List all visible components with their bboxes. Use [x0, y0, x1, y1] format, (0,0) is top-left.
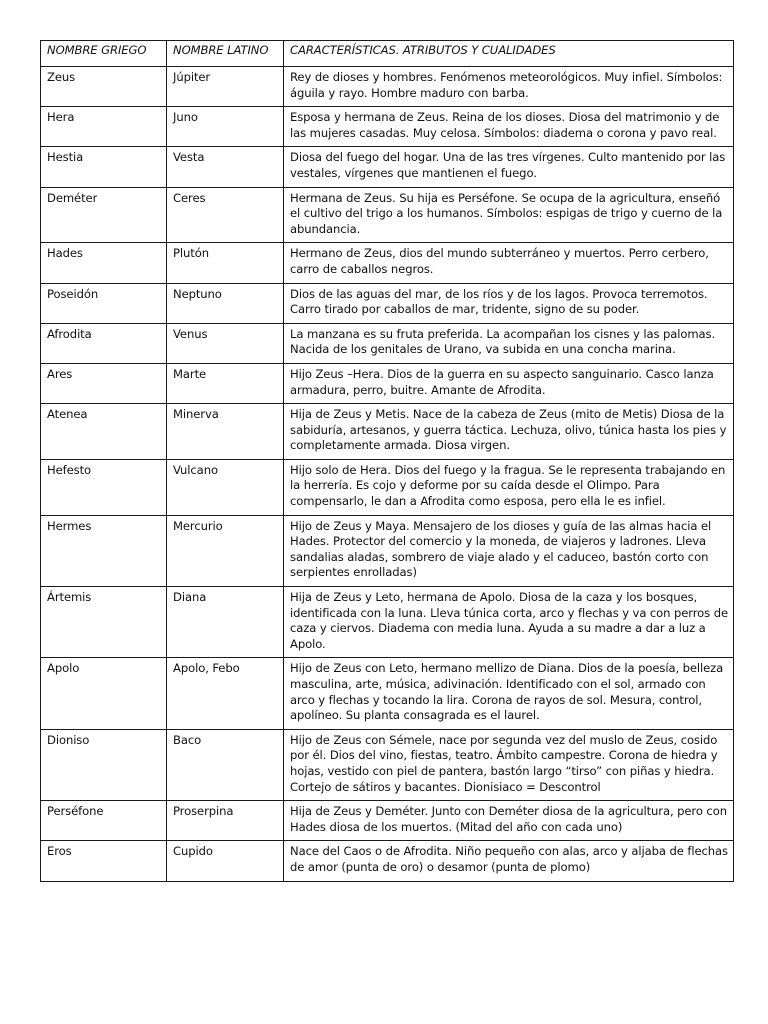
- table-row: [41, 587, 734, 658]
- characteristics-cell: Hermano de Zeus, dios del mundo subterráneo y muertos. Perro cerbero, carro de caballos negros.: [284, 243, 734, 283]
- characteristics-cell: Rey de dioses y hombres. Fenómenos meteorológicos. Muy infiel. Símbolos: águila y rayo. Hombre maduro con barba.: [284, 67, 734, 107]
- greek-name-cell: Hermes: [41, 515, 167, 586]
- latin-name-cell: Juno: [167, 107, 284, 147]
- characteristics-cell: Esposa y hermana de Zeus. Reina de los dioses. Diosa del matrimonio y de las mujeres casadas. Muy celosa. Símbolos: diadema o corona y pavo real.: [284, 107, 734, 147]
- characteristics-cell: Hijo Zeus –Hera. Dios de la guerra en su aspecto sanguinario. Casco lanza armadura, perro, buitre. Amante de Afrodita.: [284, 363, 734, 403]
- latin-name-cell: Cupido: [167, 841, 284, 881]
- latin-name-cell: Minerva: [167, 404, 284, 460]
- latin-name-cell: Ceres: [167, 187, 284, 243]
- gods-table: [40, 40, 734, 882]
- latin-name-cell: Neptuno: [167, 283, 284, 323]
- table-row: [41, 283, 734, 323]
- greek-name-cell: Perséfone: [41, 801, 167, 841]
- latin-name-cell: Apolo, Febo: [167, 658, 284, 729]
- header-greek-name: NOMBRE GRIEGO: [41, 41, 167, 67]
- characteristics-cell: Hija de Zeus y Deméter. Junto con Deméter diosa de la agricultura, pero con Hades diosa de los muertos. (Mitad del año con cada uno): [284, 801, 734, 841]
- latin-name-cell: Vulcano: [167, 459, 284, 515]
- table-row: [41, 67, 734, 107]
- characteristics-cell: Diosa del fuego del hogar. Una de las tres vírgenes. Culto mantenido por las vestales, vírgenes que mantienen el fuego.: [284, 147, 734, 187]
- table-row: [41, 147, 734, 187]
- greek-name-cell: Hefesto: [41, 459, 167, 515]
- table-row: [41, 658, 734, 729]
- greek-name-cell: Deméter: [41, 187, 167, 243]
- characteristics-cell: Hijo de Zeus con Leto, hermano mellizo de Diana. Dios de la poesía, belleza masculina, arte, música, adivinación. Identificado con el sol, armado con arco y flechas y tocando la lira. Corona de rayos de sol. Mesura, control, apolíneo. Su planta consagrada es el laurel.: [284, 658, 734, 729]
- greek-name-cell: Eros: [41, 841, 167, 881]
- latin-name-cell: Proserpina: [167, 801, 284, 841]
- table-row: [41, 107, 734, 147]
- table-row: [41, 363, 734, 403]
- table-row: [41, 841, 734, 881]
- table-row: [41, 187, 734, 243]
- greek-name-cell: Afrodita: [41, 323, 167, 363]
- characteristics-cell: Hijo solo de Hera. Dios del fuego y la fragua. Se le representa trabajando en la herrería. Es cojo y deforme por su caída desde el Olimpo. Para compensarlo, le dan a Afrodita como esposa, pero ella le es infiel.: [284, 459, 734, 515]
- characteristics-cell: Nace del Caos o de Afrodita. Niño pequeño con alas, arco y aljaba de flechas de amor (punta de oro) o desamor (punta de plomo): [284, 841, 734, 881]
- latin-name-cell: Vesta: [167, 147, 284, 187]
- greek-name-cell: Poseidón: [41, 283, 167, 323]
- characteristics-cell: Hijo de Zeus con Sémele, nace por segunda vez del muslo de Zeus, cosido por él. Dios del vino, fiestas, teatro. Ámbito campestre. Corona de hiedra y hojas, vestido con piel de pantera, bastón largo “tirso” con piñas y hiedra. Cortejo de sátiros y bacantes. Dionisiaco = Descontrol: [284, 729, 734, 800]
- table-header-row: [41, 41, 734, 67]
- table-row: [41, 801, 734, 841]
- document-page: [40, 40, 733, 882]
- greek-name-cell: Atenea: [41, 404, 167, 460]
- latin-name-cell: Júpiter: [167, 67, 284, 107]
- header-latin-name: NOMBRE LATINO: [167, 41, 284, 67]
- table-row: [41, 243, 734, 283]
- greek-name-cell: Hera: [41, 107, 167, 147]
- greek-name-cell: Apolo: [41, 658, 167, 729]
- latin-name-cell: Venus: [167, 323, 284, 363]
- latin-name-cell: Marte: [167, 363, 284, 403]
- greek-name-cell: Ártemis: [41, 587, 167, 658]
- table-row: [41, 404, 734, 460]
- greek-name-cell: Zeus: [41, 67, 167, 107]
- latin-name-cell: Mercurio: [167, 515, 284, 586]
- greek-name-cell: Ares: [41, 363, 167, 403]
- characteristics-cell: La manzana es su fruta preferida. La acompañan los cisnes y las palomas. Nacida de los genitales de Urano, va subida en una concha marina.: [284, 323, 734, 363]
- latin-name-cell: Diana: [167, 587, 284, 658]
- latin-name-cell: Baco: [167, 729, 284, 800]
- characteristics-cell: Hija de Zeus y Leto, hermana de Apolo. Diosa de la caza y los bosques, identificada con la luna. Lleva túnica corta, arco y flechas y va con perros de caza y ciervos. Diadema con media luna. Ayuda a su madre a dar a luz a Apolo.: [284, 587, 734, 658]
- greek-name-cell: Hades: [41, 243, 167, 283]
- characteristics-cell: Hijo de Zeus y Maya. Mensajero de los dioses y guía de las almas hacia el Hades. Protector del comercio y la moneda, de viajeros y ladrones. Lleva sandalias aladas, sombrero de viaje alado y el caduceo, bastón corto con serpientes enrolladas): [284, 515, 734, 586]
- greek-name-cell: Dioniso: [41, 729, 167, 800]
- table-row: [41, 323, 734, 363]
- greek-name-cell: Hestia: [41, 147, 167, 187]
- characteristics-cell: Hermana de Zeus. Su hija es Perséfone. Se ocupa de la agricultura, enseñó el cultivo del trigo a los humanos. Símbolos: espigas de trigo y cuerno de la abundancia.: [284, 187, 734, 243]
- characteristics-cell: Dios de las aguas del mar, de los ríos y de los lagos. Provoca terremotos. Carro tirado por caballos de mar, tridente, signo de su poder.: [284, 283, 734, 323]
- table-body: [41, 67, 734, 882]
- characteristics-cell: Hija de Zeus y Metis. Nace de la cabeza de Zeus (mito de Metis) Diosa de la sabiduría, artesanos, y guerra táctica. Lechuza, olivo, túnica hasta los pies y completamente armada. Diosa virgen.: [284, 404, 734, 460]
- latin-name-cell: Plutón: [167, 243, 284, 283]
- header-characteristics: CARACTERÍSTICAS. ATRIBUTOS Y CUALIDADES: [284, 41, 734, 67]
- table-row: [41, 729, 734, 800]
- table-row: [41, 515, 734, 586]
- table-row: [41, 459, 734, 515]
